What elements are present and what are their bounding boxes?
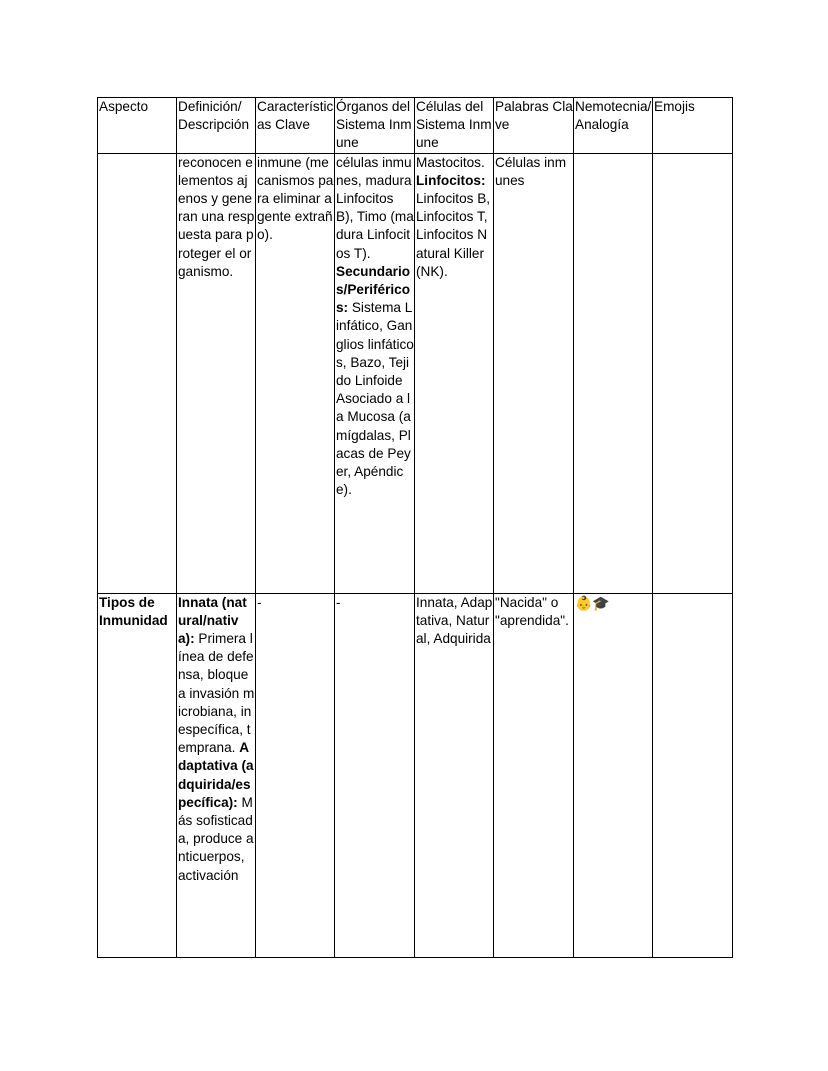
innata-label: Innata (natural/nativa):: [178, 594, 247, 647]
organos-secondary-label: Secundarios/Periféricos:: [336, 263, 411, 316]
table-row: [98, 593, 733, 957]
cell-definicion: reconocen elementos ajenos y generan una respuesta para proteger el organismo.: [177, 153, 256, 593]
cell-caracteristicas: -: [256, 593, 335, 957]
adaptativa-text: Más sofisticada, produce anticuerpos, activación: [178, 794, 254, 883]
table-header-row: [98, 98, 733, 154]
cell-aspecto: [98, 153, 177, 593]
organos-primary-text: células inmunes, madura Linfocitos B), Timo (madura Linfocitos T).: [336, 154, 414, 261]
cell-palabras: Células inmunes: [494, 153, 574, 593]
cell-aspecto: Tipos de Inmunidad: [98, 593, 177, 957]
cell-definicion: [177, 593, 256, 957]
header-aspecto: Aspecto: [98, 98, 177, 154]
header-nemotecnia: Nemotecnia/Analogía: [574, 98, 653, 154]
cell-palabras: "Nacida" o "aprendida".: [494, 593, 574, 957]
cell-emojis: [653, 593, 733, 957]
header-organos: Órganos del Sistema Inmune: [335, 98, 415, 154]
adaptativa-label: Adaptativa (adquirida/específica):: [178, 740, 254, 810]
celulas-linfocitos-label: Linfocitos:: [416, 172, 486, 188]
baby-graduation-cap-icon: 👶🎓: [575, 594, 610, 611]
cell-celulas: Innata, Adaptativa, Natural, Adquirida: [415, 593, 494, 957]
cell-caracteristicas: inmune (mecanismos para eliminar agente extraño).: [256, 153, 335, 593]
cell-nemotecnia: [574, 153, 653, 593]
celulas-mastocitos-text: Mastocitos.: [416, 154, 485, 170]
header-emojis: Emojis: [653, 98, 733, 154]
organos-secondary-text: Sistema Linfático, Ganglios linfáticos, Bazo, Tejido Linfoide Asociado a la Mucosa (amígdalas, Placas de Peyer, Apéndice).: [336, 300, 414, 498]
header-caracteristicas: Características Clave: [256, 98, 335, 154]
innata-text: Primera línea de defensa, bloquea invasión microbiana, inespecífica, temprana.: [178, 631, 255, 756]
cell-organos: -: [335, 593, 415, 957]
header-palabras: Palabras Clave: [494, 98, 574, 154]
cell-celulas: [415, 153, 494, 593]
cell-emojis: [653, 153, 733, 593]
cell-organos: [335, 153, 415, 593]
header-celulas: Células del Sistema Inmune: [415, 98, 494, 154]
table-row: [98, 153, 733, 593]
header-definicion: Definición/ Descripción: [177, 98, 256, 154]
immune-system-table: [97, 97, 733, 958]
cell-nemotecnia: [574, 593, 653, 957]
celulas-linfocitos-text: Linfocitos B, Linfocitos T, Linfocitos Natural Killer (NK).: [416, 191, 491, 279]
